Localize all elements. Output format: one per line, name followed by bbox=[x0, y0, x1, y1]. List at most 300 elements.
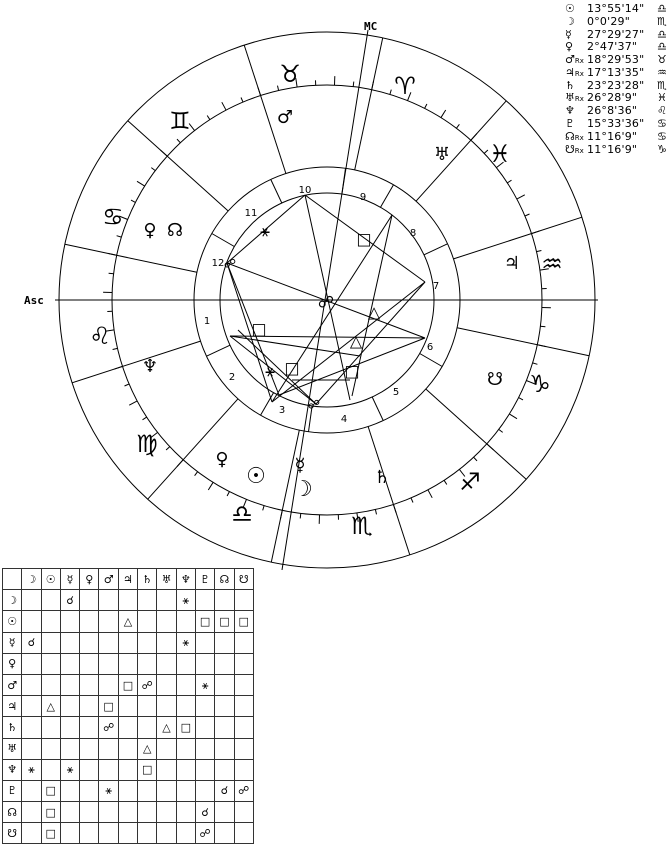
planet-symbol: ♃Rx bbox=[565, 66, 587, 79]
aspect-grid-cell: □ bbox=[41, 823, 60, 844]
aspect-grid-cell bbox=[234, 759, 253, 780]
aspect-grid-cell bbox=[22, 696, 41, 717]
aspect-grid-cell bbox=[138, 696, 157, 717]
planet-positions-list bbox=[565, 2, 667, 156]
aspect-grid-cell bbox=[215, 590, 234, 611]
aspect-grid-cell bbox=[60, 696, 79, 717]
house-number-7: 7 bbox=[433, 281, 439, 292]
degree-tick bbox=[280, 510, 282, 519]
house-number-2: 2 bbox=[229, 372, 235, 383]
aspect-grid-cell: △ bbox=[157, 717, 176, 738]
venus-icon: ♀ bbox=[215, 449, 228, 470]
aspect-grid-cell bbox=[157, 674, 176, 695]
aspect-grid-cell bbox=[138, 717, 157, 738]
planet-sign: ♒ bbox=[657, 66, 667, 79]
aspect-grid-cell bbox=[118, 696, 137, 717]
aspect-line bbox=[230, 336, 360, 356]
aspect-grid-row-header: ♃ bbox=[3, 696, 22, 717]
leo-icon: ♌ bbox=[89, 322, 111, 350]
planet-degree: 13°55'14" bbox=[587, 2, 657, 15]
aspect-grid-cell bbox=[215, 653, 234, 674]
aspect-grid-column-header: ☽ bbox=[22, 569, 41, 590]
virgo-icon: ♍ bbox=[136, 430, 158, 458]
aspect-grid-cell bbox=[118, 780, 137, 801]
aspect-grid-cell bbox=[195, 780, 214, 801]
aspect-grid-cell bbox=[176, 611, 195, 632]
degree-tick bbox=[533, 363, 538, 364]
degree-tick bbox=[161, 150, 168, 156]
degree-tick bbox=[525, 214, 530, 216]
retrograde-marker: Rx bbox=[575, 95, 584, 103]
aspect-grid-cell bbox=[157, 590, 176, 611]
sun-icon: ☉ bbox=[246, 464, 266, 489]
degree-tick bbox=[471, 134, 477, 141]
square-icon: □ bbox=[284, 359, 299, 378]
aspect-grid-cell bbox=[118, 802, 137, 823]
planet-symbol: ♅Rx bbox=[565, 91, 587, 104]
house-number-8: 8 bbox=[410, 228, 416, 239]
aspect-grid-cell bbox=[138, 802, 157, 823]
degree-tick bbox=[109, 273, 114, 274]
planet-degree: 27°29'27" bbox=[587, 28, 657, 41]
aspect-grid-cell: □ bbox=[138, 759, 157, 780]
degree-tick bbox=[487, 444, 494, 450]
house-number-4: 4 bbox=[341, 414, 347, 425]
degree-tick bbox=[207, 116, 210, 120]
house-cusp bbox=[372, 397, 383, 421]
mars-icon: ♂ bbox=[277, 107, 293, 128]
aspect-grid-row-header: ☽ bbox=[3, 590, 22, 611]
planet-sign: ♑ bbox=[657, 143, 667, 156]
house-number-10: 10 bbox=[299, 185, 312, 196]
aspect-grid-row-header: ♅ bbox=[3, 738, 22, 759]
aspect-grid-row bbox=[3, 717, 254, 738]
aspect-grid-cell bbox=[118, 653, 137, 674]
aspect-grid-cell bbox=[234, 674, 253, 695]
aspect-grid-cell bbox=[80, 780, 99, 801]
aspect-grid-cell bbox=[157, 802, 176, 823]
aspect-grid-cell: ⚹ bbox=[176, 590, 195, 611]
neptune-icon: ♆ bbox=[142, 356, 158, 377]
degree-tick bbox=[129, 401, 137, 405]
planet-degree: 0°0'29" bbox=[587, 15, 657, 28]
mercury-icon: ☿ bbox=[294, 455, 305, 476]
degree-tick bbox=[517, 195, 525, 199]
aspect-grid-cell bbox=[80, 653, 99, 674]
degree-tick bbox=[114, 366, 123, 369]
aspect-grid-cell bbox=[22, 780, 41, 801]
trine-icon: △ bbox=[368, 303, 381, 322]
aquarius-icon: ♒ bbox=[541, 250, 563, 278]
degree-tick bbox=[125, 384, 130, 386]
planet-symbol: ♀ bbox=[565, 40, 587, 53]
aspect-grid-cell: □ bbox=[234, 611, 253, 632]
degree-tick bbox=[444, 480, 447, 484]
sagittarius-icon: ♐ bbox=[459, 468, 481, 496]
planet-sign: ♓ bbox=[657, 91, 667, 104]
aspect-grid-cell bbox=[176, 780, 195, 801]
degree-tick bbox=[113, 348, 118, 349]
aspect-grid-row-header: ☉ bbox=[3, 611, 22, 632]
aspect-grid-cell bbox=[41, 611, 60, 632]
aspect-grid-cell bbox=[138, 611, 157, 632]
aspect-grid-cell bbox=[215, 738, 234, 759]
aspect-grid-cell bbox=[99, 738, 118, 759]
aspect-grid-row-header: ☊ bbox=[3, 802, 22, 823]
aspect-grid-corner bbox=[3, 569, 22, 590]
aspect-grid-cell: ☍ bbox=[99, 717, 118, 738]
aspect-grid-cell bbox=[41, 674, 60, 695]
scorpio-icon: ♏ bbox=[351, 512, 373, 540]
degree-tick bbox=[166, 447, 170, 450]
zodiac-divider bbox=[65, 244, 197, 272]
pisces-icon: ♓ bbox=[489, 140, 511, 168]
aspect-grid-cell bbox=[60, 823, 79, 844]
aspect-grid-cell bbox=[176, 802, 195, 823]
aspect-grid-cell bbox=[195, 632, 214, 653]
aspect-grid-cell bbox=[215, 674, 234, 695]
aspect-grid-cell bbox=[215, 632, 234, 653]
aspect-grid-cell bbox=[41, 653, 60, 674]
aspect-grid-row-header: ♄ bbox=[3, 717, 22, 738]
jupiter-icon: ♃ bbox=[504, 253, 520, 274]
aspect-grid-column-header: ☊ bbox=[215, 569, 234, 590]
aspect-grid-cell: ⚹ bbox=[195, 674, 214, 695]
aspect-grid-column-header: ♂ bbox=[99, 569, 118, 590]
planet-sign: ♌ bbox=[657, 104, 667, 117]
degree-tick bbox=[441, 110, 446, 118]
aspect-grid-column-header: ☉ bbox=[41, 569, 60, 590]
sextile-icon: ⚹ bbox=[260, 222, 270, 241]
aspect-grid-row bbox=[3, 653, 254, 674]
degree-tick bbox=[532, 231, 541, 234]
aspect-grid-row-header: ♆ bbox=[3, 759, 22, 780]
house-cusp bbox=[261, 393, 274, 416]
degree-tick bbox=[372, 81, 374, 90]
aspect-grid-cell: △ bbox=[138, 738, 157, 759]
aspect-grid-cell bbox=[157, 632, 176, 653]
aspect-grid-cell bbox=[99, 611, 118, 632]
venus-icon: ♀ bbox=[143, 220, 156, 241]
degree-tick bbox=[241, 98, 243, 103]
house-number-3: 3 bbox=[279, 405, 285, 416]
aspect-grid-cell bbox=[176, 738, 195, 759]
aspect-grid-cell: ☌ bbox=[215, 780, 234, 801]
aspect-grid-column-header: ♅ bbox=[157, 569, 176, 590]
degree-tick bbox=[222, 102, 226, 110]
aspect-grid-row bbox=[3, 696, 254, 717]
aspect-grid-cell bbox=[234, 802, 253, 823]
aspect-grid-cell bbox=[138, 590, 157, 611]
aspect-grid-cell bbox=[22, 590, 41, 611]
planet-position-row bbox=[565, 143, 667, 156]
house-cusp bbox=[207, 345, 231, 356]
aspect-grid-cell: ☌ bbox=[195, 802, 214, 823]
aspect-grid-cell: □ bbox=[41, 780, 60, 801]
aspect-grid-cell bbox=[60, 738, 79, 759]
planet-sign: ♎ bbox=[657, 2, 667, 15]
degree-tick bbox=[390, 90, 391, 95]
retrograde-marker: Rx bbox=[575, 147, 584, 155]
aspect-grid-cell bbox=[138, 780, 157, 801]
aspect-grid-cell bbox=[138, 632, 157, 653]
degree-tick bbox=[519, 398, 523, 400]
planet-sign: ♎ bbox=[657, 28, 667, 41]
aspect-grid-cell bbox=[80, 696, 99, 717]
aspect-grid-cell bbox=[234, 653, 253, 674]
degree-tick bbox=[456, 124, 459, 128]
aspect-grid-cell bbox=[99, 653, 118, 674]
opposition-icon: ☍ bbox=[224, 257, 236, 271]
planet-position-row bbox=[565, 53, 667, 66]
aspect-grid-cell: ⚹ bbox=[60, 759, 79, 780]
trine-icon: △ bbox=[350, 332, 363, 351]
aspect-grid-cell bbox=[215, 696, 234, 717]
aspect-line bbox=[238, 330, 316, 404]
degree-tick bbox=[108, 253, 117, 255]
aspect-grid-cell bbox=[41, 759, 60, 780]
aspect-grid-cell bbox=[157, 611, 176, 632]
house-number-11: 11 bbox=[245, 208, 258, 219]
planet-symbol: ☿ bbox=[565, 28, 587, 41]
aspect-grid-cell bbox=[157, 780, 176, 801]
aspect-grid-cell bbox=[138, 653, 157, 674]
aspect-grid-cell bbox=[195, 653, 214, 674]
house-cusp bbox=[424, 244, 448, 255]
degree-tick bbox=[117, 236, 122, 237]
aspect-grid-column-header: ☋ bbox=[234, 569, 253, 590]
aspect-grid-cell: ⚹ bbox=[99, 780, 118, 801]
aspect-grid-row bbox=[3, 780, 254, 801]
aspect-grid-cell bbox=[60, 802, 79, 823]
aspect-grid-cell: □ bbox=[41, 802, 60, 823]
degree-tick bbox=[425, 104, 427, 108]
planet-symbol: ♄ bbox=[565, 79, 587, 92]
aspect-grid-cell: □ bbox=[118, 674, 137, 695]
aspect-grid-cell: ☍ bbox=[234, 780, 253, 801]
aspect-grid-column-header: ♇ bbox=[195, 569, 214, 590]
degree-tick bbox=[474, 457, 477, 461]
degree-tick bbox=[227, 492, 229, 496]
aspect-grid-cell: ☍ bbox=[138, 674, 157, 695]
aspect-grid-cell bbox=[80, 823, 99, 844]
aspect-grid-cell bbox=[118, 717, 137, 738]
aspect-grid-cell: △ bbox=[118, 611, 137, 632]
aspect-grid-cell bbox=[99, 759, 118, 780]
aspect-grid-cell bbox=[99, 632, 118, 653]
aspect-grid-cell bbox=[157, 759, 176, 780]
planet-symbol: ♇ bbox=[565, 117, 587, 130]
aspect-grid-cell bbox=[234, 696, 253, 717]
house-number-12: 12 bbox=[212, 258, 225, 269]
planet-position-row bbox=[565, 2, 667, 15]
degree-tick bbox=[258, 87, 261, 96]
cancer-icon: ♋ bbox=[102, 203, 124, 231]
planet-degree: 11°16'9" bbox=[587, 130, 657, 143]
house-number-5: 5 bbox=[393, 387, 399, 398]
zodiac-divider bbox=[368, 427, 410, 555]
aspect-grid-cell bbox=[22, 611, 41, 632]
degree-tick bbox=[393, 505, 396, 514]
aspect-grid-cell bbox=[60, 717, 79, 738]
aspect-grid-header-row bbox=[3, 569, 254, 590]
aspect-grid-cell bbox=[60, 653, 79, 674]
aspect-grid-cell bbox=[99, 674, 118, 695]
retrograde-marker: Rx bbox=[575, 70, 584, 78]
planet-position-row bbox=[565, 130, 667, 143]
house-number-9: 9 bbox=[360, 192, 366, 203]
degree-tick bbox=[509, 414, 517, 419]
house-cusp bbox=[212, 234, 235, 247]
aspect-grid-cell bbox=[234, 590, 253, 611]
aries-icon: ♈ bbox=[394, 72, 416, 100]
aspect-grid-cell bbox=[176, 759, 195, 780]
aspect-grid-cell bbox=[176, 696, 195, 717]
square-icon: □ bbox=[344, 362, 359, 381]
aspect-grid-cell bbox=[234, 632, 253, 653]
uranus-icon: ♅ bbox=[434, 144, 450, 165]
aspect-grid-cell bbox=[157, 653, 176, 674]
aspect-grid-column-header: ♃ bbox=[118, 569, 137, 590]
aspect-grid-cell bbox=[80, 759, 99, 780]
planet-sign: ♏ bbox=[657, 79, 667, 92]
degree-tick bbox=[195, 472, 198, 476]
degree-tick bbox=[484, 150, 488, 153]
aspect-grid-cell bbox=[195, 590, 214, 611]
aspect-grid-cell bbox=[157, 696, 176, 717]
aspect-grid-row bbox=[3, 590, 254, 611]
aspect-grid-cell bbox=[195, 717, 214, 738]
planet-position-row bbox=[565, 79, 667, 92]
degree-tick bbox=[540, 326, 545, 327]
house-cusp bbox=[420, 354, 443, 367]
house-number-1: 1 bbox=[204, 316, 210, 327]
aspect-grid-cell bbox=[118, 823, 137, 844]
aspect-grid-row bbox=[3, 632, 254, 653]
aspect-grid-cell bbox=[118, 590, 137, 611]
retrograde-marker: Rx bbox=[575, 57, 584, 65]
aspect-grid-cell bbox=[195, 738, 214, 759]
planet-sign: ♋ bbox=[657, 130, 667, 143]
libra-icon: ♎ bbox=[231, 500, 253, 528]
aspect-grid-cell bbox=[215, 823, 234, 844]
planet-position-row bbox=[565, 66, 667, 79]
degree-tick bbox=[143, 417, 147, 420]
aspect-grid-cell bbox=[234, 738, 253, 759]
zodiac-divider bbox=[355, 38, 383, 170]
degree-tick bbox=[300, 513, 301, 518]
aspect-grid-cell bbox=[176, 674, 195, 695]
aspect-grid-cell bbox=[215, 802, 234, 823]
degree-tick bbox=[263, 506, 264, 511]
planet-position-row bbox=[565, 117, 667, 130]
opposition-icon: ☍ bbox=[308, 398, 320, 412]
planet-position-row bbox=[565, 15, 667, 28]
degree-tick bbox=[208, 482, 213, 490]
planet-symbol: ☉ bbox=[565, 2, 587, 15]
aspect-grid-column-header: ♄ bbox=[138, 569, 157, 590]
north-node-icon: ☊ bbox=[167, 220, 183, 241]
zodiac-divider bbox=[426, 389, 526, 479]
aspect-grid-cell bbox=[195, 759, 214, 780]
aspect-grid-cell: □ bbox=[195, 611, 214, 632]
degree-tick bbox=[375, 510, 376, 515]
planet-position-row bbox=[565, 104, 667, 117]
planet-symbol: ☽ bbox=[565, 15, 587, 28]
asc-label: Asc bbox=[24, 294, 44, 307]
aspect-grid-cell bbox=[215, 717, 234, 738]
aspect-grid-cell bbox=[60, 674, 79, 695]
aspect-grid-cell bbox=[157, 823, 176, 844]
degree-tick bbox=[137, 181, 145, 186]
aspect-grid-cell bbox=[41, 717, 60, 738]
planet-symbol: ☋Rx bbox=[565, 143, 587, 156]
aspect-grid-cell bbox=[80, 674, 99, 695]
zodiac-divider bbox=[457, 328, 589, 356]
aspect-grid-cell bbox=[176, 823, 195, 844]
aspect-grid-column-header: ☿ bbox=[60, 569, 79, 590]
degree-tick bbox=[507, 180, 511, 183]
aspect-grid-cell bbox=[60, 632, 79, 653]
sextile-icon: ⚹ bbox=[265, 362, 275, 381]
aspect-grid-cell bbox=[157, 738, 176, 759]
aspect-grid-cell bbox=[22, 802, 41, 823]
degree-tick bbox=[353, 82, 354, 87]
aspect-grid-cell bbox=[118, 738, 137, 759]
south-node-icon: ☋ bbox=[487, 369, 503, 390]
aspect-grid-cell: ⚹ bbox=[22, 759, 41, 780]
aspect-grid-cell bbox=[80, 632, 99, 653]
planet-sign: ♎ bbox=[657, 40, 667, 53]
aspect-grid-cell bbox=[99, 590, 118, 611]
gemini-icon: ♊ bbox=[169, 107, 191, 135]
planet-symbol: ♂Rx bbox=[565, 53, 587, 66]
moon-icon: ☽ bbox=[293, 477, 313, 502]
planet-sign: ♏ bbox=[657, 15, 667, 28]
taurus-icon: ♉ bbox=[279, 60, 301, 88]
aspect-grid-cell: ⚹ bbox=[176, 632, 195, 653]
planet-degree: 2°47'37" bbox=[587, 40, 657, 53]
aspect-grid-cell: ☌ bbox=[60, 590, 79, 611]
aspect-grid-row bbox=[3, 611, 254, 632]
degree-tick bbox=[428, 490, 432, 498]
aspect-grid-cell bbox=[80, 590, 99, 611]
aspect-grid-row-header: ♇ bbox=[3, 780, 22, 801]
aspect-grid-cell bbox=[118, 632, 137, 653]
planet-degree: 23°23'28" bbox=[587, 79, 657, 92]
aspect-grid-row-header: ♂ bbox=[3, 674, 22, 695]
aspect-grid-cell bbox=[22, 717, 41, 738]
aspect-grid-row-header: ☿ bbox=[3, 632, 22, 653]
planet-degree: 26°8'36" bbox=[587, 104, 657, 117]
planet-position-row bbox=[565, 92, 667, 105]
degree-tick bbox=[411, 498, 413, 503]
opposition-icon: ☍ bbox=[318, 293, 334, 312]
aspect-grid-cell bbox=[234, 823, 253, 844]
aspect-grid-cell bbox=[80, 738, 99, 759]
aspect-grid-cell bbox=[60, 780, 79, 801]
aspect-grid-row bbox=[3, 823, 254, 844]
planet-degree: 26°28'9" bbox=[587, 91, 657, 104]
aspect-grid-cell bbox=[99, 823, 118, 844]
mc-label: MC bbox=[364, 20, 377, 33]
aspect-grid-cell bbox=[22, 823, 41, 844]
aspect-grid-cell bbox=[176, 653, 195, 674]
aspect-grid-column-header: ♀ bbox=[80, 569, 99, 590]
aspect-grid-cell: ☍ bbox=[195, 823, 214, 844]
planet-position-row bbox=[565, 40, 667, 53]
aspect-grid-column-header: ♆ bbox=[176, 569, 195, 590]
